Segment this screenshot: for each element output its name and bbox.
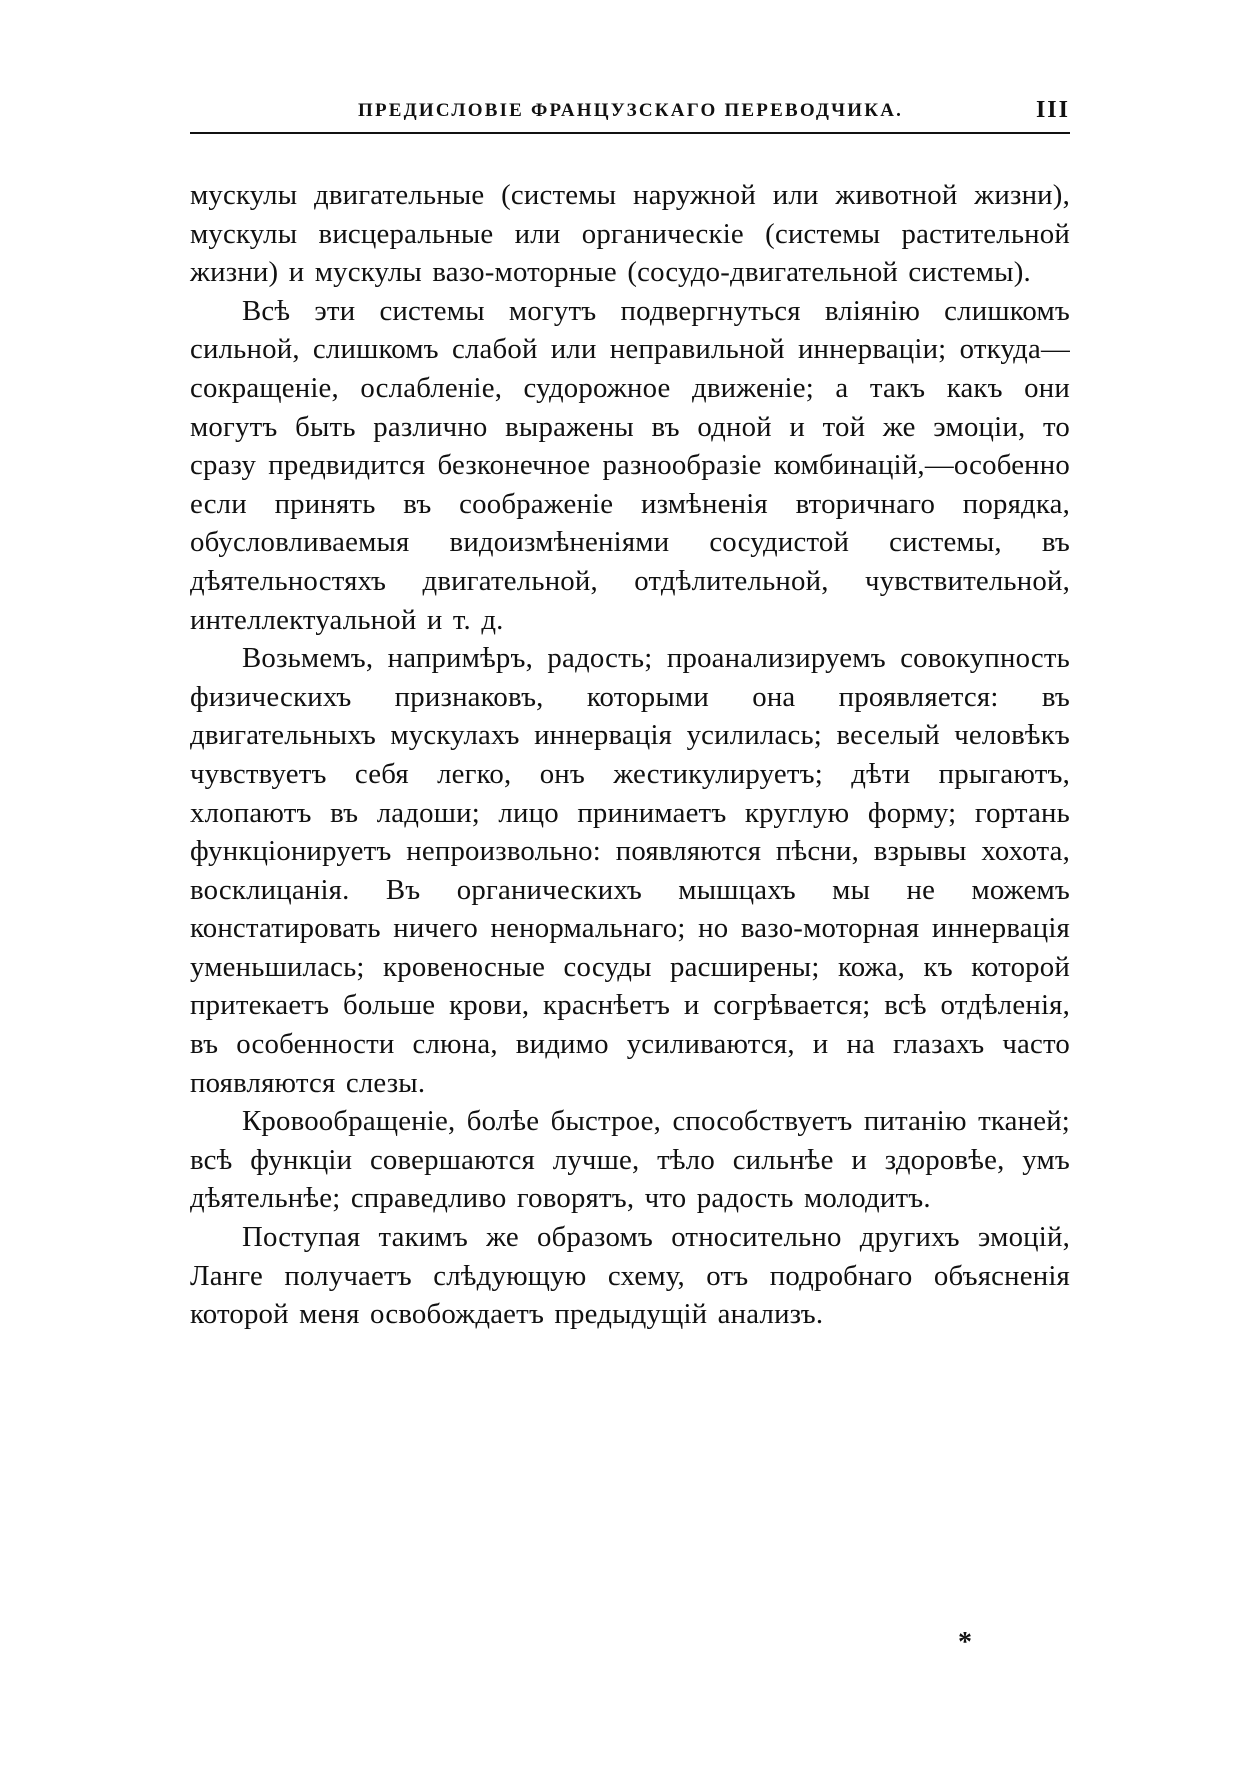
signature-mark: * [958,1627,972,1658]
header-rule [190,132,1070,134]
paragraph-circulation: Кровообращеніе, болѣе быстрое, способствуетъ питанію тканей; всѣ функціи совершаются лучше, тѣло сильнѣе и здоровѣе, умъ дѣятельнѣе; справедливо говорятъ, что радость молодитъ. [190,1105,1070,1215]
paragraph-joy: Возьмемъ, напримѣръ, радость; проанализируемъ совокупность физическихъ признаковъ, которыми она проявляется: въ двигательныхъ мускулахъ иннервація усилилась; веселый человѣкъ чувствуетъ себя легко, онъ жестикулируетъ; дѣти прыгаютъ, хлопаютъ въ ладоши; лицо принимаетъ круглую форму; гортань функціонируетъ непроизвольно: появляются пѣсни, взрывы хохота, восклицанія. Въ органическихъ мышцахъ мы не можемъ констатировать ничего ненормальнаго; но вазо-моторная иннервація уменьшилась; кровеносные сосуды расширены; кожа, къ которой притекаетъ больше крови, краснѣетъ и согрѣвается; всѣ отдѣленія, въ особенности слюна, видимо усиливаются, и на глазахъ часто появляются слезы. [190,642,1070,1099]
page-number: III [1035,97,1070,123]
paragraph-systems: Всѣ эти системы могутъ подвергнуться вліянію слишкомъ сильной, слишкомъ слабой или неправильной иннерваціи; откуда—сокращеніе, ослабленіе, судорожное движеніе; а такъ какъ они могутъ быть различно выражены въ одной и той же эмоціи, то сразу предвидится безконечное разнообразіе комбинацій,—особенно если принять въ соображеніе измѣненія вторичнаго порядка, обусловливаемыя видоизмѣненіями сосудистой системы, въ дѣятельностяхъ двигательной, отдѣлительной, чувствительной, интеллектуальной и т. д. [190,294,1070,636]
paragraph-lange-scheme: Поступая такимъ же образомъ относительно другихъ эмоцій, Ланге получаетъ слѣдующую схему, отъ подробнаго объясненія которой меня освобождаетъ предыдущій анализъ. [190,1221,1070,1331]
body-text [190,176,1070,1334]
running-head [190,96,1070,138]
paragraph-continuation: мускулы двигательные (системы наружной или животной жизни), мускулы висцеральные или органическіе (системы растительной жизни) и мускулы вазо-моторные (сосудо-двигательной системы). [190,179,1070,289]
running-title: ПРЕДИСЛОВІЕ ФРАНЦУЗСКАГО ПЕРЕВОДЧИКА. [358,100,904,121]
